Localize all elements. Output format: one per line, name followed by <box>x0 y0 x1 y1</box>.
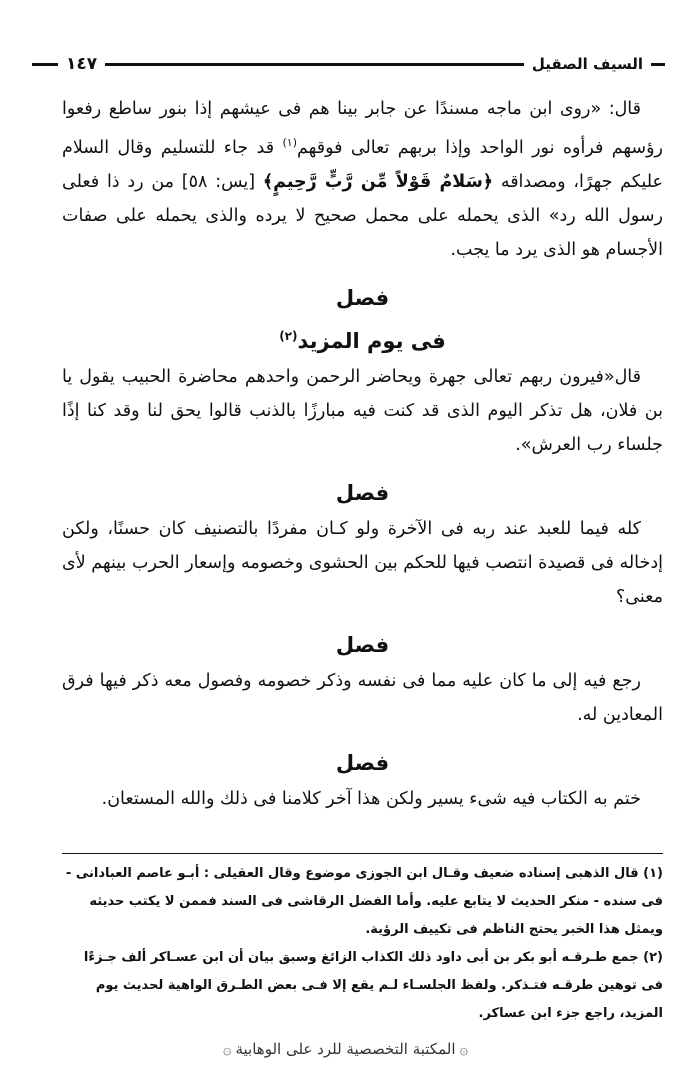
paragraph-2: قال«فيرون ربهم تعالى جهرة ويحاضر الرحمن واحدهم محاضرة الحبيب يقول يا بن فلان، هل تذكر اليوم الذى قد كنت فيه مبارزًا بالذنب قالوا يحق لنا وقد كنا إذًا جلساء رب العرش». <box>62 366 663 455</box>
page-number: ١٤٧ <box>66 54 98 74</box>
header-dash-left <box>32 63 58 66</box>
paragraph-4: رجع فيه إلى ما كان عليه مما فى نفسه وذكر خصومه وفصول معه ذكر فيها فرق المعادين له. <box>62 670 663 725</box>
header-dash-right <box>651 63 665 66</box>
ornament-right-icon: ۞ <box>459 1040 469 1058</box>
book-title: السيف الصقيل <box>531 55 643 73</box>
main-text <box>62 92 663 816</box>
section-heading-4: فصل <box>335 750 390 775</box>
running-header <box>32 50 665 78</box>
footnote-2: (٢) جمع طـرقـه أبو بكر بن أبى داود ذلك الكذاب الزائغ وسبق بيان أن ابن عسـاكر ألف جـزءًا فى توهين طرقـه فتـذكر. ولفظ الجلسـاء لـم يقع إلا فـى بعض الطـرق الواهية لحديث يوم المزيد، راجع جزء ابن عساكر. <box>83 950 663 1021</box>
paragraph-1-text-c: [يس: ٥٨] من رد ذا فعلى رسول الله رد» الذى يحمله على محمل صحيح لا يرده والذى يحمله على صفات الأجسام هو الذى يرد ما يجب. <box>62 171 663 260</box>
header-rule <box>105 63 524 66</box>
section-heading-1: فصل <box>335 285 390 310</box>
footer-library-name: المكتبة التخصصية للرد على الوهابية <box>235 1040 456 1058</box>
paragraph-1-text: قال: «روى ابن ماجه مسندًا عن جابر بينا هم فى عيشهم إذا بنور ساطع رفعوا رؤسهم فرأوه نور الواحد وإذا بربهم تعالى فوقهم <box>62 99 663 158</box>
paragraph-3: كله فيما للعبد عند ربه فى الآخرة ولو كـان مفردًا بالتصنيف كان حسنًا، ولكن إدخاله فى قصيدة انتصب فيها للحكم بين الحشوى وخصومه وإسعار الحرب بينهم لأى معنى؟ <box>62 518 663 607</box>
section-heading-2: فصل <box>335 480 390 505</box>
footnote-marker-2: (٢) <box>279 328 298 343</box>
footnotes <box>62 853 663 1028</box>
section-subheading <box>62 317 663 360</box>
quran-verse: ﴿سَلامٌ قَوْلاً مِّن رَّبٍّ رَّحِيمٍ﴾ <box>262 171 494 192</box>
ornament-left-icon: ۞ <box>222 1040 232 1058</box>
page-footer <box>0 1040 691 1058</box>
footnote-marker-1: (١) <box>282 136 297 149</box>
paragraph-1 <box>62 92 663 267</box>
subheading-text: فى يوم المزيد <box>297 328 446 353</box>
section-heading-3: فصل <box>335 632 390 657</box>
footnote-1: (١) قال الذهبى إسناده ضعيف وقـال ابن الجوزى موضوع وقال العقيلى : أبـو عاصم العبادانى - فى سنده - منكر الحديث لا يتابع عليه. وأما الفضل الرقاشى فى السند فممن لا يكتب حديثه ويمثل هذا الخبر يحتج الناظم فى تكييف الرؤية. <box>65 866 663 937</box>
paragraph-5: ختم به الكتاب فيه شىء يسير ولكن هذا آخر كلامنا فى ذلك والله المستعان. <box>101 788 641 809</box>
paragraph-1-text-b: قد جاء للتسليم وقال السلام عليكم جهرًا، ومصداقه <box>62 137 663 192</box>
